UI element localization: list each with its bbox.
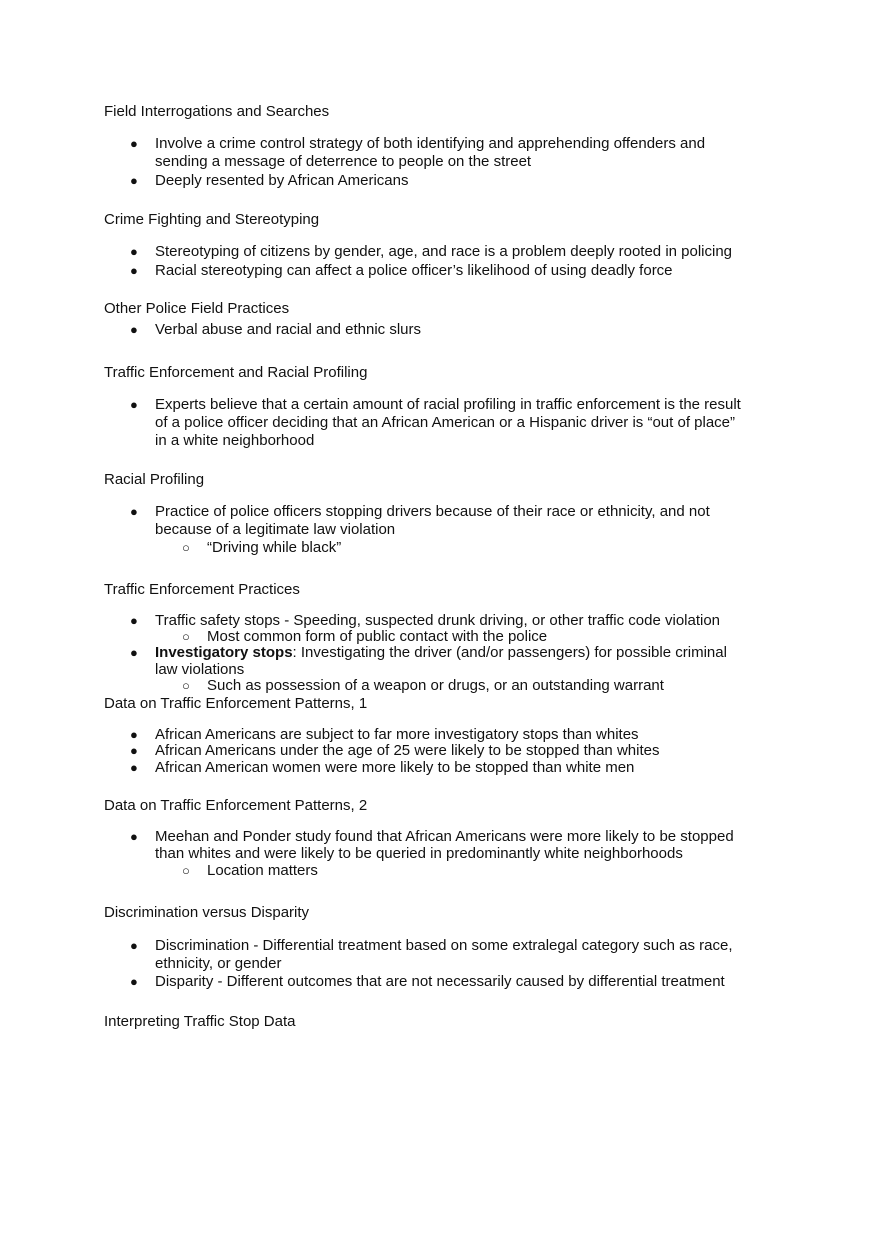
bullet-circle-icon: ○ bbox=[182, 863, 190, 878]
section-heading: Traffic Enforcement Practices bbox=[104, 581, 300, 598]
line-text: Most common form of public contact with the police bbox=[207, 628, 548, 645]
list-item-line bbox=[155, 955, 281, 973]
line-text: than whites and were likely to be queried in predominantly white neighborhoods bbox=[155, 845, 683, 862]
sub-list-item-line bbox=[207, 677, 664, 695]
line-text: in a white neighborhood bbox=[155, 432, 315, 449]
list-item-line bbox=[155, 503, 710, 521]
line-text: Experts believe that a certain amount of racial profiling in traffic enforcement is the result bbox=[155, 396, 741, 413]
bullet-disc-icon: ● bbox=[130, 136, 138, 151]
line-text: Involve a crime control strategy of both identifying and apprehending offenders and bbox=[155, 135, 706, 152]
bullet-disc-icon: ● bbox=[130, 263, 138, 278]
line-text: sending a message of deterrence to people on the street bbox=[155, 153, 532, 170]
bullet-disc-icon: ● bbox=[130, 244, 138, 259]
line-text: Location matters bbox=[207, 862, 318, 879]
list-item-line bbox=[155, 414, 735, 432]
line-text: because of a legitimate law violation bbox=[155, 521, 396, 538]
list-item-line bbox=[155, 262, 673, 280]
bullet-disc-icon: ● bbox=[130, 743, 138, 758]
line-text: African American women were more likely to be stopped than white men bbox=[155, 759, 635, 776]
list-item-line bbox=[155, 396, 741, 414]
line-text: Discrimination - Differential treatment based on some extralegal category such as race, bbox=[155, 937, 733, 954]
list-item-line bbox=[155, 644, 727, 662]
list-item-line bbox=[155, 973, 725, 991]
bullet-disc-icon: ● bbox=[130, 829, 138, 844]
section-heading: Crime Fighting and Stereotyping bbox=[104, 211, 320, 228]
section-heading: Data on Traffic Enforcement Patterns, 2 bbox=[104, 797, 368, 814]
bullet-circle-icon: ○ bbox=[182, 540, 190, 555]
list-item-line bbox=[155, 937, 733, 955]
bullet-disc-icon: ● bbox=[130, 974, 138, 989]
section-heading: Field Interrogations and Searches bbox=[104, 103, 330, 120]
list-item-line bbox=[155, 153, 531, 171]
section-heading: Traffic Enforcement and Racial Profiling bbox=[104, 364, 368, 381]
bullet-disc-icon: ● bbox=[130, 504, 138, 519]
line-text: African Americans under the age of 25 were likely to be stopped than whites bbox=[155, 742, 660, 759]
list-item-line bbox=[155, 432, 314, 450]
bullet-disc-icon: ● bbox=[130, 645, 138, 660]
bullet-disc-icon: ● bbox=[130, 397, 138, 412]
line-text: Stereotyping of citizens by gender, age, and race is a problem deeply rooted in policing bbox=[155, 243, 733, 260]
sub-list-item-line bbox=[207, 862, 318, 880]
line-text: law violations bbox=[155, 661, 245, 678]
bullet-disc-icon: ● bbox=[130, 727, 138, 742]
list-item-line bbox=[155, 243, 732, 261]
line-text: Traffic safety stops - Speeding, suspected drunk driving, or other traffic code violation bbox=[155, 612, 721, 629]
list-item-line bbox=[155, 135, 705, 153]
list-item-line bbox=[155, 521, 395, 539]
list-item-line bbox=[155, 742, 659, 760]
section-heading: Interpreting Traffic Stop Data bbox=[104, 1013, 296, 1030]
bullet-disc-icon: ● bbox=[130, 322, 138, 337]
list-item-line bbox=[155, 321, 421, 339]
line-text: ethnicity, or gender bbox=[155, 955, 282, 972]
list-item-line bbox=[155, 845, 683, 863]
bullet-circle-icon: ○ bbox=[182, 629, 190, 644]
line-text: Verbal abuse and racial and ethnic slurs bbox=[155, 321, 422, 338]
line-text: of a police officer deciding that an African American or a Hispanic driver is “out of place” bbox=[155, 414, 736, 431]
line-text: Racial stereotyping can affect a police officer’s likelihood of using deadly force bbox=[155, 262, 673, 279]
list-item-line bbox=[155, 759, 634, 777]
list-item-line bbox=[155, 828, 734, 846]
bold-term: Investigatory stops bbox=[155, 644, 293, 661]
bullet-disc-icon: ● bbox=[130, 613, 138, 628]
bullet-disc-icon: ● bbox=[130, 173, 138, 188]
line-text: Disparity - Different outcomes that are not necessarily caused by differential treatment bbox=[155, 973, 725, 990]
section-heading: Other Police Field Practices bbox=[104, 300, 290, 317]
line-text: “Driving while black” bbox=[207, 539, 342, 556]
line-text: Meehan and Ponder study found that African Americans were more likely to be stopped bbox=[155, 828, 734, 845]
section-heading: Racial Profiling bbox=[104, 471, 205, 488]
line-text: : Investigating the driver (and/or passengers) for possible criminal bbox=[292, 644, 727, 661]
line-text: African Americans are subject to far more investigatory stops than whites bbox=[155, 726, 639, 743]
bullet-disc-icon: ● bbox=[130, 760, 138, 775]
sub-list-item-line bbox=[207, 539, 341, 557]
list-item-line bbox=[155, 172, 408, 190]
bullet-circle-icon: ○ bbox=[182, 678, 190, 693]
line-text: Practice of police officers stopping drivers because of their race or ethnicity, and not bbox=[155, 503, 710, 520]
bullet-disc-icon: ● bbox=[130, 938, 138, 953]
line-text: Such as possession of a weapon or drugs, or an outstanding warrant bbox=[207, 677, 664, 694]
section-heading: Discrimination versus Disparity bbox=[104, 904, 310, 921]
line-text: Deeply resented by African Americans bbox=[155, 172, 409, 189]
section-heading: Data on Traffic Enforcement Patterns, 1 bbox=[104, 695, 368, 712]
